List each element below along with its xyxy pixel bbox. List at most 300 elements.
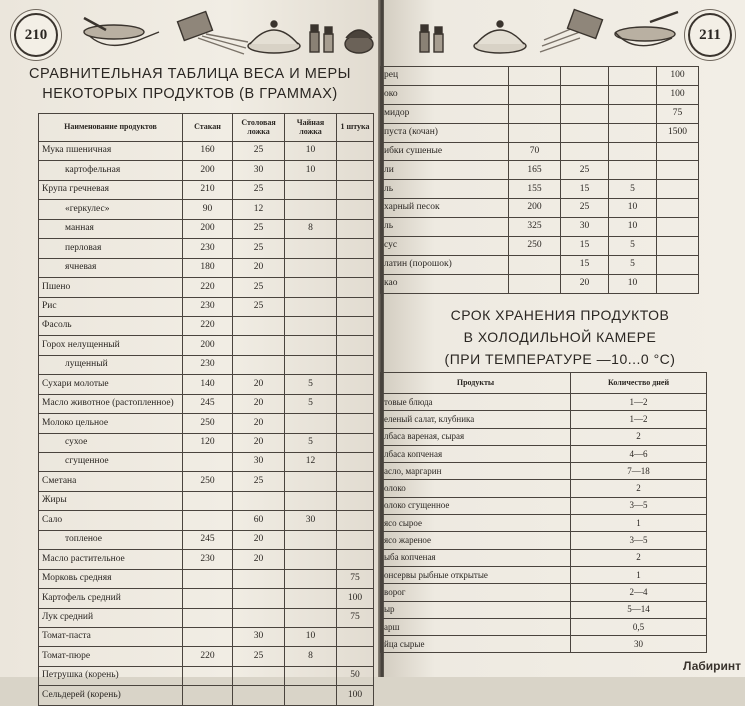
value-cell: 20 <box>233 375 285 394</box>
product-name-cell: асло, маргарин <box>381 463 571 480</box>
value-cell: 30 <box>233 453 285 472</box>
table-title-line1: СРАВНИТЕЛЬНАЯ ТАБЛИЦА ВЕСА И МЕРЫ <box>29 66 351 82</box>
header-products: Продукты <box>381 373 571 394</box>
product-name-cell: Сметана <box>39 472 183 491</box>
table-row <box>39 472 374 491</box>
table-row <box>381 497 707 514</box>
table-row <box>39 258 374 277</box>
value-cell <box>561 104 609 123</box>
storage-title-line1: СРОК ХРАНЕНИЯ ПРОДУКТОВ <box>450 307 670 323</box>
value-cell <box>337 219 374 238</box>
value-cell: 15 <box>561 255 609 274</box>
value-cell <box>337 200 374 219</box>
value-cell: 325 <box>509 218 561 237</box>
table-row <box>381 394 707 411</box>
product-name-cell: Фасоль <box>39 316 183 335</box>
header-tablespoon: Столовая ложка <box>233 114 285 142</box>
product-name-cell: Пшено <box>39 278 183 297</box>
product-name-cell: еленый салат, клубника <box>381 411 571 428</box>
value-cell <box>337 550 374 569</box>
product-name-cell: Жиры <box>39 491 183 510</box>
product-name-cell: око <box>381 85 509 104</box>
value-cell: 5 <box>285 375 337 394</box>
table-row <box>381 584 707 601</box>
value-cell: 30 <box>285 511 337 530</box>
value-cell <box>337 355 374 374</box>
days-cell: 5—14 <box>571 601 707 618</box>
value-cell <box>233 608 285 627</box>
product-name-cell: онсервы рыбные открытые <box>381 566 571 583</box>
value-cell <box>285 258 337 277</box>
value-cell <box>285 414 337 433</box>
value-cell: 250 <box>509 237 561 256</box>
value-cell: 25 <box>233 278 285 297</box>
value-cell: 5 <box>609 237 657 256</box>
product-name-cell: харный песок <box>381 199 509 218</box>
value-cell: 5 <box>609 180 657 199</box>
product-name-cell: Сало <box>39 511 183 530</box>
value-cell <box>233 666 285 685</box>
value-cell <box>285 297 337 316</box>
table-row <box>39 453 374 472</box>
value-cell <box>337 472 374 491</box>
value-cell <box>285 278 337 297</box>
value-cell <box>233 355 285 374</box>
value-cell <box>337 647 374 666</box>
value-cell <box>561 142 609 161</box>
product-name-cell: картофельная <box>39 161 183 180</box>
value-cell <box>285 239 337 258</box>
value-cell: 10 <box>285 142 337 161</box>
value-cell <box>337 511 374 530</box>
product-name-cell: товые блюда <box>381 394 571 411</box>
value-cell <box>183 666 233 685</box>
value-cell: 30 <box>233 627 285 646</box>
value-cell: 25 <box>233 219 285 238</box>
value-cell: 1500 <box>657 123 699 142</box>
table-row <box>381 255 699 274</box>
table-header-row <box>39 114 374 142</box>
table-row <box>381 123 699 142</box>
product-name-cell: топленое <box>39 530 183 549</box>
value-cell <box>233 491 285 510</box>
value-cell <box>609 85 657 104</box>
table-row <box>381 463 707 480</box>
table-row <box>381 618 707 635</box>
days-cell: 1 <box>571 515 707 532</box>
table-row <box>39 647 374 666</box>
value-cell: 200 <box>509 199 561 218</box>
header-product: Наименование продуктов <box>39 114 183 142</box>
table-row <box>39 414 374 433</box>
value-cell: 5 <box>285 394 337 413</box>
value-cell <box>183 491 233 510</box>
product-name-cell: олоко сгущенное <box>381 497 571 514</box>
table-row <box>39 278 374 297</box>
value-cell: 20 <box>233 550 285 569</box>
value-cell: 20 <box>233 394 285 413</box>
value-cell <box>609 67 657 86</box>
days-cell: 3—5 <box>571 532 707 549</box>
table-row <box>381 199 699 218</box>
table-row <box>39 394 374 413</box>
storage-title <box>390 304 730 370</box>
value-cell: 15 <box>561 180 609 199</box>
value-cell <box>509 123 561 142</box>
value-cell <box>183 589 233 608</box>
product-name-cell: ли <box>381 161 509 180</box>
value-cell <box>609 161 657 180</box>
value-cell: 250 <box>183 472 233 491</box>
table-row <box>381 411 707 428</box>
product-name-cell: мидор <box>381 104 509 123</box>
value-cell: 75 <box>657 104 699 123</box>
header-teaspoon: Чайная ложка <box>285 114 337 142</box>
value-cell: 25 <box>233 472 285 491</box>
days-cell: 0,5 <box>571 618 707 635</box>
value-cell <box>609 142 657 161</box>
value-cell: 5 <box>609 255 657 274</box>
value-cell: 25 <box>233 647 285 666</box>
table-row <box>381 601 707 618</box>
page-number-left: 210 <box>14 13 58 57</box>
product-name-cell: перловая <box>39 239 183 258</box>
product-name-cell: йца сырые <box>381 636 571 653</box>
product-name-cell: Картофель средний <box>39 589 183 608</box>
table-row <box>39 336 374 355</box>
product-name-cell: лбаса вареная, сырая <box>381 428 571 445</box>
value-cell <box>337 142 374 161</box>
table-row <box>381 237 699 256</box>
product-name-cell: ыба копченая <box>381 549 571 566</box>
storage-title-line2: В ХОЛОДИЛЬНОЙ КАМЕРЕ <box>463 329 657 345</box>
value-cell <box>285 336 337 355</box>
table-row <box>39 219 374 238</box>
value-cell: 20 <box>561 274 609 293</box>
value-cell <box>183 569 233 588</box>
value-cell <box>337 453 374 472</box>
table-row <box>381 480 707 497</box>
value-cell <box>285 569 337 588</box>
value-cell: 220 <box>183 647 233 666</box>
value-cell: 60 <box>233 511 285 530</box>
product-name-cell: «геркулес» <box>39 200 183 219</box>
value-cell <box>285 550 337 569</box>
value-cell <box>509 104 561 123</box>
product-name-cell: Масло растительное <box>39 550 183 569</box>
storage-title-line3: (ПРИ ТЕМПЕРАТУРЕ —10...0 °С) <box>444 351 676 367</box>
value-cell: 90 <box>183 200 233 219</box>
value-cell: 165 <box>509 161 561 180</box>
value-cell <box>509 255 561 274</box>
value-cell: 230 <box>183 239 233 258</box>
value-cell <box>233 569 285 588</box>
value-cell: 230 <box>183 355 233 374</box>
value-cell: 10 <box>609 274 657 293</box>
days-cell: 30 <box>571 636 707 653</box>
value-cell <box>285 608 337 627</box>
value-cell: 20 <box>233 258 285 277</box>
days-cell: 2 <box>571 549 707 566</box>
value-cell: 100 <box>337 686 374 705</box>
value-cell <box>337 627 374 646</box>
table-row <box>39 375 374 394</box>
header-days: Количество дней <box>571 373 707 394</box>
product-name-cell: Крупа гречневая <box>39 180 183 199</box>
right-page <box>384 0 745 677</box>
value-cell: 25 <box>561 199 609 218</box>
value-cell: 160 <box>183 142 233 161</box>
kitchenware-illustration <box>74 8 374 58</box>
value-cell: 250 <box>183 414 233 433</box>
value-cell <box>657 180 699 199</box>
product-name-cell: Морковь средняя <box>39 569 183 588</box>
value-cell <box>561 67 609 86</box>
product-name-cell: Рис <box>39 297 183 316</box>
value-cell: 25 <box>233 297 285 316</box>
value-cell <box>337 336 374 355</box>
value-cell <box>337 316 374 335</box>
value-cell: 30 <box>561 218 609 237</box>
value-cell <box>233 316 285 335</box>
table-row <box>39 161 374 180</box>
table-row <box>39 589 374 608</box>
value-cell: 25 <box>561 161 609 180</box>
table-row <box>39 316 374 335</box>
value-cell <box>337 297 374 316</box>
product-name-cell: сухое <box>39 433 183 452</box>
table-row <box>39 569 374 588</box>
product-name-cell: манная <box>39 219 183 238</box>
product-name-cell: олоко <box>381 480 571 497</box>
table-row <box>39 239 374 258</box>
value-cell: 50 <box>337 666 374 685</box>
table-row <box>39 180 374 199</box>
value-cell <box>285 530 337 549</box>
value-cell <box>337 433 374 452</box>
value-cell <box>609 104 657 123</box>
value-cell: 200 <box>183 219 233 238</box>
value-cell: 70 <box>509 142 561 161</box>
product-name-cell: Томат-паста <box>39 627 183 646</box>
product-name-cell: Горох нелущенный <box>39 336 183 355</box>
value-cell <box>561 85 609 104</box>
product-name-cell: ворог <box>381 584 571 601</box>
table-row <box>381 274 699 293</box>
table-row <box>381 532 707 549</box>
table-row <box>39 686 374 705</box>
product-name-cell: ль <box>381 218 509 237</box>
days-cell: 1—2 <box>571 394 707 411</box>
days-cell: 1—2 <box>571 411 707 428</box>
product-name-cell: ячневая <box>39 258 183 277</box>
value-cell: 100 <box>657 67 699 86</box>
value-cell <box>285 666 337 685</box>
value-cell: 100 <box>657 85 699 104</box>
value-cell <box>285 316 337 335</box>
value-cell <box>561 123 609 142</box>
table-row <box>381 566 707 583</box>
table-row <box>39 200 374 219</box>
product-name-cell: Масло животное (растопленное) <box>39 394 183 413</box>
product-name-cell: лущенный <box>39 355 183 374</box>
value-cell <box>337 278 374 297</box>
header-piece: 1 штука <box>337 114 374 142</box>
value-cell <box>183 608 233 627</box>
product-name-cell: ясо сырое <box>381 515 571 532</box>
value-cell <box>657 237 699 256</box>
product-name-cell: сгущенное <box>39 453 183 472</box>
value-cell: 245 <box>183 530 233 549</box>
product-name-cell: ясо жареное <box>381 532 571 549</box>
value-cell: 25 <box>233 239 285 258</box>
days-cell: 4—6 <box>571 445 707 462</box>
table-title-line2: НЕКОТОРЫХ ПРОДУКТОВ (В ГРАММАХ) <box>42 86 338 102</box>
value-cell: 140 <box>183 375 233 394</box>
value-cell <box>183 686 233 705</box>
value-cell <box>337 414 374 433</box>
value-cell <box>609 123 657 142</box>
value-cell: 230 <box>183 297 233 316</box>
product-name-cell: Петрушка (корень) <box>39 666 183 685</box>
storage-table <box>380 372 707 653</box>
value-cell <box>183 511 233 530</box>
weight-measure-table <box>38 113 374 706</box>
value-cell <box>337 394 374 413</box>
table-row <box>381 636 707 653</box>
value-cell <box>657 199 699 218</box>
value-cell: 210 <box>183 180 233 199</box>
value-cell <box>337 161 374 180</box>
value-cell <box>285 686 337 705</box>
value-cell: 75 <box>337 569 374 588</box>
storage-header-row <box>381 373 707 394</box>
product-name-cell: Молоко цельное <box>39 414 183 433</box>
days-cell: 2 <box>571 480 707 497</box>
product-name-cell: сус <box>381 237 509 256</box>
product-name-cell: лбаса копченая <box>381 445 571 462</box>
product-name-cell: Сельдерей (корень) <box>39 686 183 705</box>
table-row <box>39 627 374 646</box>
table-row <box>39 297 374 316</box>
table-row <box>39 666 374 685</box>
table-row <box>39 491 374 510</box>
table-row <box>381 85 699 104</box>
value-cell <box>285 589 337 608</box>
value-cell <box>509 67 561 86</box>
table-row <box>381 549 707 566</box>
value-cell: 100 <box>337 589 374 608</box>
table-row <box>381 142 699 161</box>
value-cell <box>337 491 374 510</box>
value-cell <box>657 161 699 180</box>
table-row <box>39 608 374 627</box>
value-cell: 120 <box>183 433 233 452</box>
table-row <box>381 180 699 199</box>
value-cell: 25 <box>233 142 285 161</box>
weight-measure-table-continued <box>380 66 699 294</box>
value-cell: 12 <box>233 200 285 219</box>
table-row <box>381 161 699 180</box>
value-cell <box>233 589 285 608</box>
value-cell: 30 <box>233 161 285 180</box>
value-cell: 8 <box>285 219 337 238</box>
product-name-cell: ибки сушеные <box>381 142 509 161</box>
value-cell: 220 <box>183 316 233 335</box>
table-row <box>39 550 374 569</box>
value-cell <box>285 180 337 199</box>
value-cell <box>657 255 699 274</box>
value-cell <box>657 274 699 293</box>
value-cell <box>285 355 337 374</box>
value-cell: 200 <box>183 336 233 355</box>
value-cell: 230 <box>183 550 233 569</box>
value-cell <box>285 472 337 491</box>
product-name-cell: латин (порошок) <box>381 255 509 274</box>
days-cell: 2 <box>571 428 707 445</box>
product-name-cell: Лук средний <box>39 608 183 627</box>
product-name-cell: рец <box>381 67 509 86</box>
table-row <box>39 433 374 452</box>
value-cell <box>337 530 374 549</box>
value-cell <box>657 218 699 237</box>
table-title <box>10 64 370 104</box>
value-cell <box>509 274 561 293</box>
table-row <box>381 515 707 532</box>
value-cell <box>285 200 337 219</box>
value-cell <box>337 375 374 394</box>
value-cell: 5 <box>285 433 337 452</box>
value-cell: 10 <box>609 218 657 237</box>
table-row <box>381 218 699 237</box>
product-name-cell: Мука пшеничная <box>39 142 183 161</box>
value-cell: 20 <box>233 433 285 452</box>
value-cell <box>183 453 233 472</box>
days-cell: 3—5 <box>571 497 707 514</box>
product-name-cell: као <box>381 274 509 293</box>
table-row <box>39 355 374 374</box>
value-cell: 20 <box>233 530 285 549</box>
product-name-cell: ль <box>381 180 509 199</box>
days-cell: 1 <box>571 566 707 583</box>
table-row <box>381 104 699 123</box>
table-row <box>39 511 374 530</box>
value-cell: 180 <box>183 258 233 277</box>
value-cell <box>657 142 699 161</box>
table-row <box>381 445 707 462</box>
product-name-cell: ыр <box>381 601 571 618</box>
value-cell: 15 <box>561 237 609 256</box>
top-ornament-band <box>0 0 380 60</box>
value-cell: 25 <box>233 180 285 199</box>
table-row <box>39 142 374 161</box>
product-name-cell: арш <box>381 618 571 635</box>
kitchenware-illustration-right <box>410 8 680 58</box>
value-cell: 200 <box>183 161 233 180</box>
value-cell: 10 <box>285 627 337 646</box>
value-cell <box>233 336 285 355</box>
value-cell <box>337 239 374 258</box>
value-cell <box>337 258 374 277</box>
value-cell: 20 <box>233 414 285 433</box>
product-name-cell: Сухари молотые <box>39 375 183 394</box>
value-cell <box>183 627 233 646</box>
days-cell: 7—18 <box>571 463 707 480</box>
value-cell <box>285 491 337 510</box>
table-row <box>381 67 699 86</box>
value-cell: 10 <box>609 199 657 218</box>
value-cell: 245 <box>183 394 233 413</box>
